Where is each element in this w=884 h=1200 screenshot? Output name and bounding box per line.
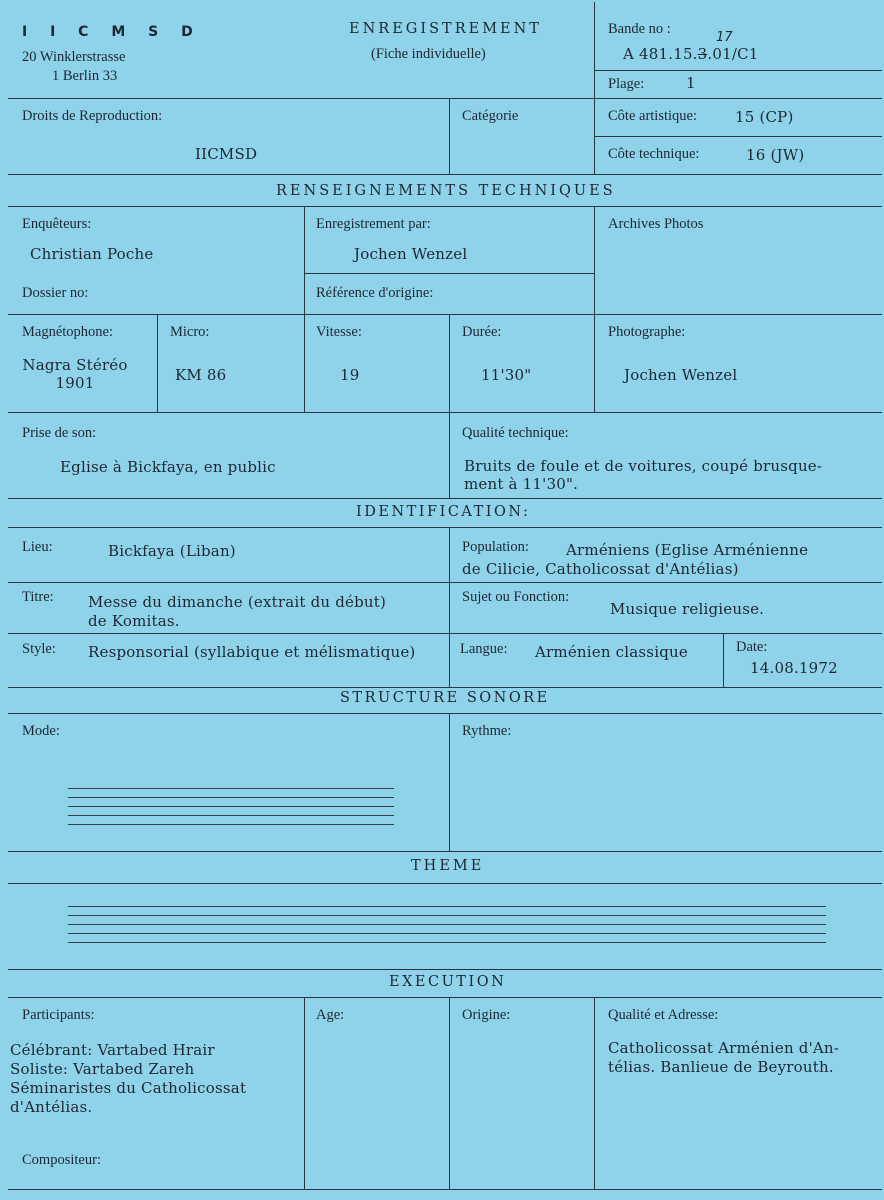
technical-divider-1 <box>304 206 305 314</box>
row-divider <box>8 527 882 528</box>
population-value-line-1: Arméniens (Eglise Arménienne <box>566 541 809 559</box>
investigators-value: Christian Poche <box>30 245 154 263</box>
tape-number-value <box>623 45 759 63</box>
photographer-label: Photographe: <box>608 324 686 340</box>
recorder-label: Magnétophone: <box>22 324 114 340</box>
row-divider <box>8 582 882 583</box>
staff-line <box>68 942 826 943</box>
header-divider <box>594 2 595 98</box>
technical-divider-4 <box>304 314 305 412</box>
section-title-theme: THEME <box>411 858 485 874</box>
row-divider <box>8 851 882 852</box>
row-divider <box>8 633 882 634</box>
technical-rating-value: 16 (JW) <box>746 146 805 164</box>
age-label: Age: <box>316 1007 345 1023</box>
subject-label: Sujet ou Fonction: <box>462 589 570 605</box>
plage-label: Plage: <box>608 76 645 92</box>
staff-line <box>68 797 394 798</box>
row-divider <box>8 412 882 413</box>
population-value-line-2: de Cilicie, Catholicossat d'Antélias) <box>462 560 739 578</box>
subject-value: Musique religieuse. <box>610 600 765 618</box>
photographer-value: Jochen Wenzel <box>624 366 738 384</box>
section-title-execution: EXECUTION <box>389 974 507 990</box>
style-value: Responsorial (syllabique et mélismatique) <box>88 643 416 661</box>
address-line-1: 20 Winklerstrasse <box>22 49 126 65</box>
staff-line <box>68 924 826 925</box>
identification-divider <box>449 527 450 687</box>
rights-value: IICMSD <box>195 145 258 163</box>
row-divider <box>8 498 882 499</box>
title-value: Messe du dimanche (extrait du début) de Komitas. <box>88 593 387 630</box>
rights-divider <box>449 98 450 174</box>
row-divider <box>8 969 882 970</box>
composer-label: Compositeur: <box>22 1152 101 1168</box>
origin-label: Origine: <box>462 1007 511 1023</box>
sound-take-value: Eglise à Bickfaya, en public <box>60 458 276 476</box>
recorded-by-value: Jochen Wenzel <box>354 245 468 263</box>
staff-line <box>68 815 394 816</box>
tape-number-struck-digit: 3 <box>697 45 708 63</box>
cote-inner-divider <box>594 136 882 137</box>
technical-divider-7 <box>449 412 450 498</box>
technical-divider-3 <box>157 314 158 412</box>
investigators-label: Enquêteurs: <box>22 216 92 232</box>
quality-value: Bruits de foule et de voitures, coupé brusque- ment à 11'30". <box>464 457 823 493</box>
recorder-value: Nagra Stéréo 1901 <box>22 356 128 392</box>
participants-value: Célébrant: Vartabed Hrair Soliste: Vartabed Zareh Séminaristes du Catholicossat d'Antélias. <box>10 1041 247 1116</box>
date-value: 14.08.1972 <box>750 659 838 677</box>
tape-number-part-b: .01/C1 <box>707 45 759 63</box>
origin-ref-divider <box>304 273 594 274</box>
section-title-technical: RENSEIGNEMENTS TECHNIQUES <box>276 183 616 199</box>
staff-line <box>68 788 394 789</box>
row-divider <box>8 883 882 884</box>
micro-label: Micro: <box>170 324 210 340</box>
language-value: Arménien classique <box>535 643 688 661</box>
institute-name: I I C M S D <box>22 24 202 40</box>
tape-number-handwritten-correction: 17 <box>716 30 733 45</box>
photo-archives-label: Archives Photos <box>608 216 704 232</box>
staff-line <box>68 915 826 916</box>
execution-divider-1 <box>304 997 305 1189</box>
structure-divider <box>449 713 450 851</box>
recorded-by-label: Enregistrement par: <box>316 216 431 232</box>
technical-divider-5 <box>449 314 450 412</box>
duration-value: 11'30" <box>481 366 532 384</box>
section-title-identification: IDENTIFICATION: <box>356 504 531 520</box>
date-label: Date: <box>736 639 768 655</box>
artistic-rating-label: Côte artistique: <box>608 108 697 124</box>
speed-label: Vitesse: <box>316 324 362 340</box>
place-label: Lieu: <box>22 539 53 555</box>
row-divider <box>8 98 882 99</box>
style-label: Style: <box>22 641 56 657</box>
staff-line <box>68 933 826 934</box>
population-label: Population: <box>462 539 529 555</box>
dossier-label: Dossier no: <box>22 285 89 301</box>
row-divider <box>8 713 882 714</box>
plage-divider <box>594 70 882 71</box>
card-bottom-border <box>8 1189 882 1190</box>
row-divider <box>8 174 882 175</box>
micro-value: KM 86 <box>175 366 227 384</box>
tape-number-label: Bande no : <box>608 21 671 37</box>
artistic-rating-value: 15 (CP) <box>735 108 794 126</box>
execution-divider-3 <box>594 997 595 1189</box>
mode-label: Mode: <box>22 723 60 739</box>
quality-label: Qualité technique: <box>462 425 569 441</box>
tape-number-part-a: A 481.15. <box>623 45 698 63</box>
sound-take-label: Prise de son: <box>22 425 97 441</box>
title-label: Titre: <box>22 589 54 605</box>
address-line-2: 1 Berlin 33 <box>52 68 118 84</box>
execution-divider-2 <box>449 997 450 1189</box>
rhythm-label: Rythme: <box>462 723 512 739</box>
quality-address-value: Catholicossat Arménien d'An- télias. Banlieue de Beyrouth. <box>608 1039 840 1076</box>
technical-rating-label: Côte technique: <box>608 146 700 162</box>
staff-line <box>68 906 826 907</box>
row-divider <box>8 687 882 688</box>
plage-value: 1 <box>686 74 696 92</box>
technical-divider-2 <box>594 206 595 314</box>
row-divider <box>8 997 882 998</box>
duration-label: Durée: <box>462 324 502 340</box>
technical-divider-6 <box>594 314 595 412</box>
row-divider <box>8 206 882 207</box>
participants-label: Participants: <box>22 1007 95 1023</box>
row-divider <box>8 314 882 315</box>
category-label: Catégorie <box>462 108 519 124</box>
language-label: Langue: <box>460 641 508 657</box>
form-title: ENREGISTREMENT <box>349 21 542 37</box>
origin-ref-label: Référence d'origine: <box>316 285 434 301</box>
date-divider <box>723 633 724 687</box>
speed-value: 19 <box>340 366 360 384</box>
form-subtitle: (Fiche individuelle) <box>371 46 486 62</box>
quality-address-label: Qualité et Adresse: <box>608 1007 719 1023</box>
section-title-structure: STRUCTURE SONORE <box>340 690 550 706</box>
staff-line <box>68 824 394 825</box>
rights-label: Droits de Reproduction: <box>22 108 163 124</box>
place-value: Bickfaya (Liban) <box>108 542 236 560</box>
staff-line <box>68 806 394 807</box>
